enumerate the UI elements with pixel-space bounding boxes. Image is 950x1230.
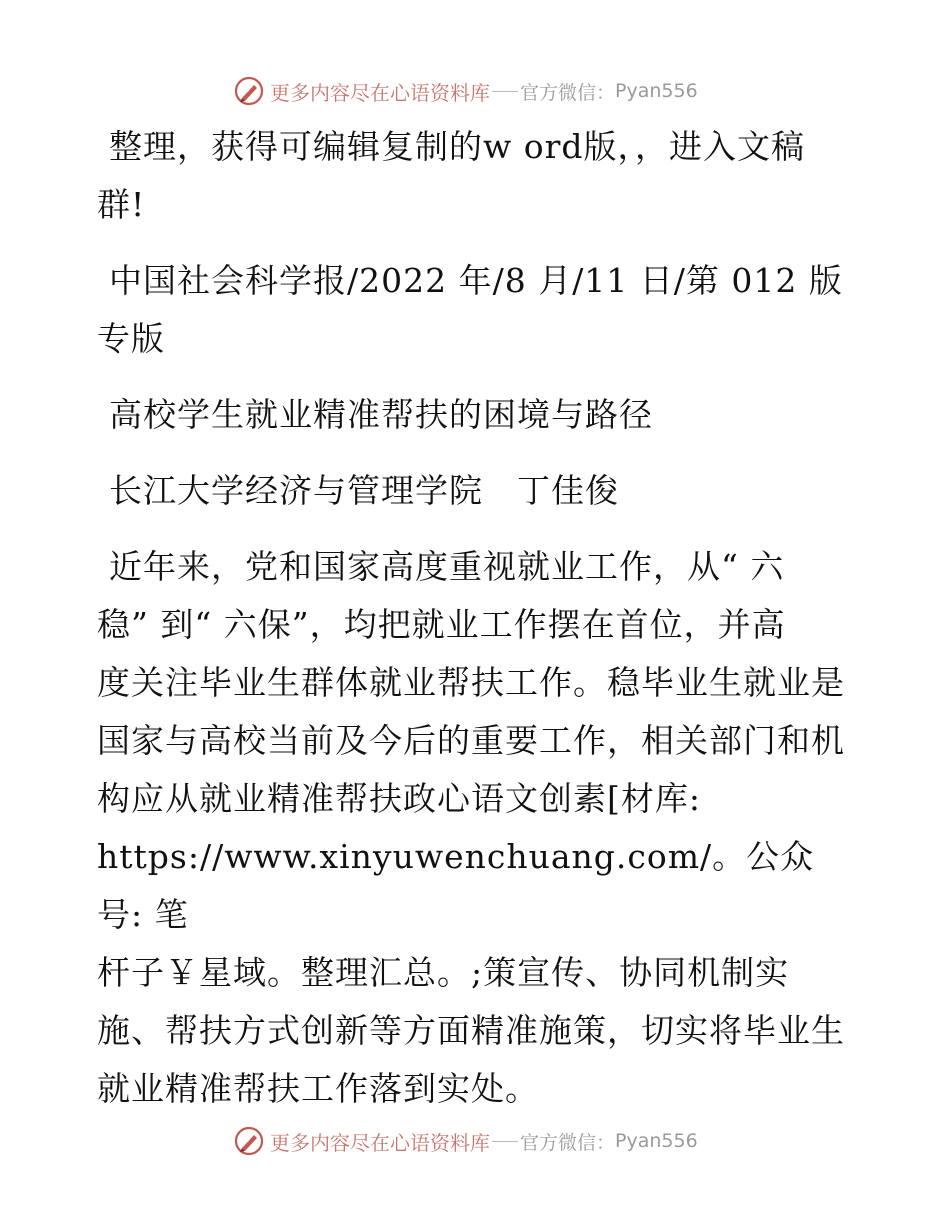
body-line: 就业精准帮扶工作落到实处。: [97, 1069, 539, 1108]
watermark-lead-text: 更多内容尽在心语资料库: [270, 1130, 490, 1155]
source-line-2: 专版: [97, 319, 165, 358]
watermark-lead-text: 更多内容尽在心语资料库: [270, 80, 490, 105]
watermark-wechat-id: Pyan556: [615, 1130, 698, 1152]
body-line: 构应从就业精准帮扶政心语文创素[材库:: [97, 779, 701, 818]
article-paragraph: [97, 538, 857, 1118]
source-line-1: 中国社会科学报/2022 年/8 月/11 日/第 012 版: [109, 261, 843, 300]
watermark-dash: [492, 1141, 518, 1142]
body-line: 国家与高校当前及今后的重要工作，相关部门和机: [97, 721, 845, 760]
body-line: 度关注毕业生群体就业帮扶工作。稳毕业生就业是: [97, 663, 845, 702]
footer-watermark: [234, 1124, 698, 1158]
intro-line-1: 整理，获得可编辑复制的w ord版，，进入文稿: [109, 127, 806, 166]
body-line: https://www.xinyuwenchuang.com/。公众号: 笔: [97, 837, 815, 934]
body-line: 稳” 到“ 六保”，均把就业工作摆在首位，并高: [97, 605, 786, 644]
document-body: [97, 118, 857, 1118]
intro-line-2: 群!: [97, 185, 146, 224]
watermark-dash: [492, 91, 518, 92]
body-line: 杆子￥星域。整理汇总。;策宣传、协同机制实: [97, 953, 790, 992]
pen-logo-icon: [234, 76, 264, 106]
watermark-wechat-label: 官方微信：: [520, 81, 616, 104]
body-line: 施、帮扶方式创新等方面精准施策，切实将毕业生: [97, 1011, 845, 1050]
watermark-wechat-label: 官方微信：: [520, 1131, 616, 1154]
header-watermark: [234, 74, 698, 108]
body-line: 近年来，党和国家高度重视就业工作，从“ 六: [109, 547, 785, 586]
pen-logo-icon: [234, 1126, 264, 1156]
watermark-wechat-id: Pyan556: [615, 80, 698, 102]
article-author: 长江大学经济与管理学院 丁佳俊: [109, 471, 619, 510]
article-title: 高校学生就业精准帮扶的困境与路径: [109, 395, 653, 434]
